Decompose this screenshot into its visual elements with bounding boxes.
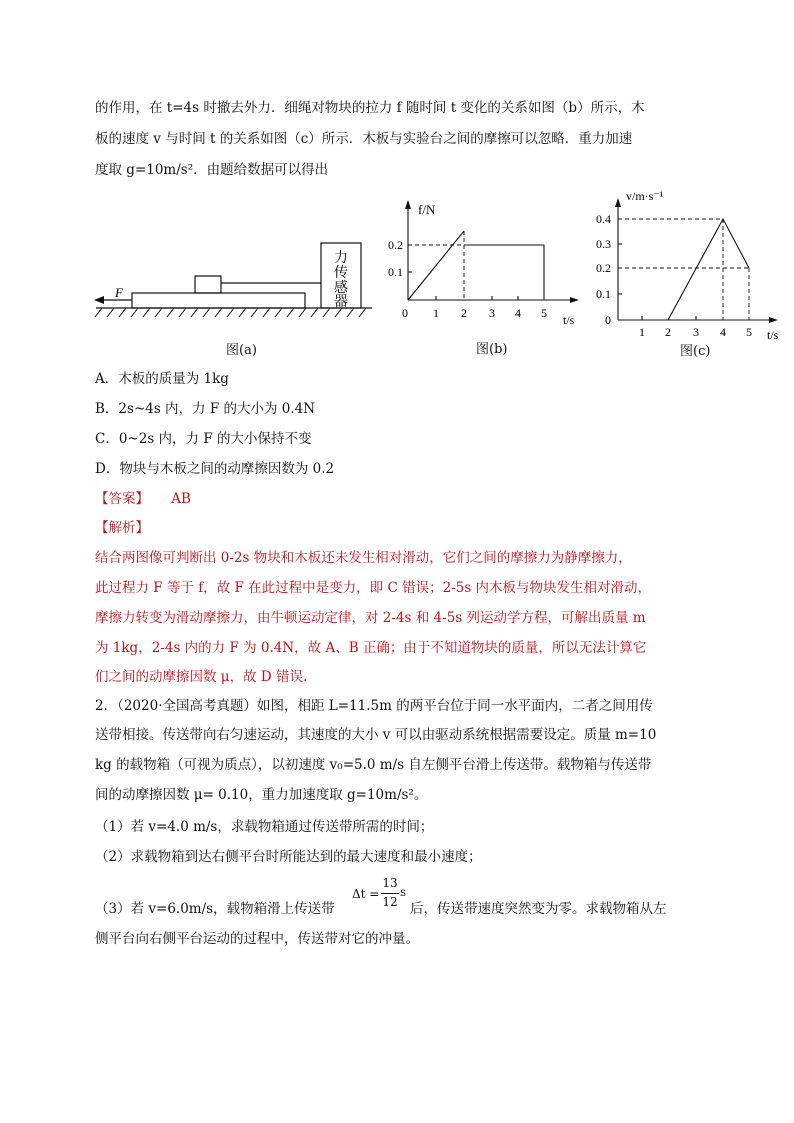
frac-unit: s bbox=[400, 885, 407, 899]
frac-bar bbox=[381, 893, 399, 894]
x-tick: 1 bbox=[433, 306, 439, 320]
analysis-line-1: 结合两图像可判断出 0-2s 物块和木板还未发生相对滑动，它们之间的摩擦力为静摩擦力， bbox=[95, 550, 632, 566]
q2-line-1: 2．（2020·全国高考真题）如图，相距 L=11.5m 的两平台位于同一水平面内，二者之间用传 bbox=[95, 698, 653, 714]
q2-sub-3c: 侧平台向右侧平台运动的过程中，传送带对它的冲量。 bbox=[95, 931, 419, 947]
option-a: A．木板的质量为 1kg bbox=[95, 371, 229, 387]
analysis-line-5: 们之间的动摩擦因数 μ，故 D 错误. bbox=[95, 669, 308, 685]
origin-label: 0 bbox=[402, 306, 408, 320]
origin-label: 0 bbox=[605, 313, 611, 327]
f-constant-segment bbox=[464, 245, 544, 300]
y-tick: 0.2 bbox=[596, 261, 611, 275]
figure-c bbox=[590, 176, 790, 341]
answer-label: 【答案】 bbox=[95, 491, 149, 507]
y-tick: 0.4 bbox=[596, 212, 611, 226]
sensor-char: 力 bbox=[334, 251, 348, 266]
x-axis-label: t/s bbox=[563, 313, 575, 327]
x-tick: 2 bbox=[665, 325, 671, 339]
intro-line-2: 板的速度 v 与时间 t 的关系如图（c）所示．木板与实验台之间的摩擦可以忽略．重力加速 bbox=[95, 131, 633, 147]
answer-line bbox=[95, 487, 191, 507]
q2-sub-3a: （3）若 v=6.0m/s，载物箱滑上传送带 bbox=[95, 901, 335, 917]
x-tick: 4 bbox=[515, 306, 521, 320]
f-rising-segment bbox=[408, 231, 464, 300]
intro-line-3: 度取 g=10m/s²．由题给数据可以得出 bbox=[95, 162, 329, 178]
x-tick: 5 bbox=[746, 325, 752, 339]
x-tick: 5 bbox=[541, 306, 547, 320]
figure-b bbox=[388, 196, 593, 331]
y-axis-label: f/N bbox=[418, 202, 436, 217]
x-tick: 4 bbox=[720, 325, 726, 339]
option-b: B．2s~4s 内，力 F 的大小为 0.4N bbox=[95, 401, 316, 417]
y-axis-label: v/m·s⁻¹ bbox=[626, 189, 664, 203]
option-c: C．0~2s 内，力 F 的大小保持不变 bbox=[95, 431, 312, 447]
frac-numerator: 13 bbox=[382, 876, 398, 890]
q2-line-2: 送带相接。传送带向右匀速运动，其速度的大小 v 可以由驱动系统根据需要设定。质量 m=10 bbox=[95, 727, 657, 743]
figure-a bbox=[92, 235, 377, 330]
force-label: F bbox=[115, 285, 123, 300]
delta-t-label: Δt = bbox=[352, 887, 380, 901]
q2-sub-3b: 后，传送带速度突然变为零。求载物箱从左 bbox=[410, 901, 667, 917]
y-tick: 0.1 bbox=[596, 287, 611, 301]
x-tick: 2 bbox=[461, 306, 467, 320]
wooden-board bbox=[132, 293, 305, 308]
analysis-line-3: 摩擦力转变为滑动摩擦力，由牛顿运动定律，对 2-4s 和 4-5s 列运动学方程，可解出质量 m bbox=[95, 610, 646, 626]
analysis-line-4: 为 1kg，2-4s 内的力 F 为 0.4N，故 A、B 正确；由于不知道物块的质量，所以无法计算它 bbox=[95, 640, 647, 656]
sensor-char: 传 bbox=[334, 266, 348, 281]
analysis-label: 【解析】 bbox=[95, 520, 149, 536]
q2-line-3: kg 的载物箱（可视为质点），以初速度 v₀=5.0 m/s 自左侧平台滑上传送带。载物箱与传送带 bbox=[95, 757, 652, 773]
v-line bbox=[668, 219, 749, 320]
q2-sub-2: （2）求载物箱到达右侧平台时所能达到的最大速度和最小速度； bbox=[95, 849, 482, 865]
y-tick: 0.1 bbox=[388, 265, 403, 279]
q2-line-4: 间的动摩擦因数 μ= 0.10，重力加速度取 g=10m/s²。 bbox=[95, 787, 428, 803]
option-d: D．物块与木板之间的动摩擦因数为 0.2 bbox=[95, 461, 335, 477]
x-tick: 3 bbox=[693, 325, 699, 339]
caption-c: 图(c) bbox=[680, 344, 711, 359]
y-tick: 0.2 bbox=[388, 238, 403, 252]
answer-value: AB bbox=[171, 491, 191, 507]
small-block bbox=[195, 276, 221, 293]
arrow-head bbox=[94, 296, 104, 304]
frac-denominator: 12 bbox=[382, 895, 398, 909]
y-tick: 0.3 bbox=[596, 237, 611, 251]
sensor-char: 器 bbox=[334, 295, 348, 310]
sensor-char: 感 bbox=[334, 281, 348, 296]
x-axis-label: t/s bbox=[767, 328, 779, 342]
q2-sub-1: （1）若 v=4.0 m/s，求载物箱通过传送带所需的时间； bbox=[95, 819, 434, 835]
intro-line-1: 的作用，在 t=4s 时撤去外力．细绳对物块的拉力 f 随时间 t 变化的关系如图（b）所示，木 bbox=[95, 100, 645, 116]
x-tick: 1 bbox=[639, 325, 645, 339]
caption-b: 图(b) bbox=[476, 342, 508, 357]
caption-a: 图(a) bbox=[226, 343, 257, 358]
x-tick: 3 bbox=[489, 306, 495, 320]
analysis-line-2: 此过程力 F 等于 f，故 F 在此过程中是变力，即 C 错误；2-5s 内木板与物块发生相对滑动， bbox=[95, 580, 652, 596]
